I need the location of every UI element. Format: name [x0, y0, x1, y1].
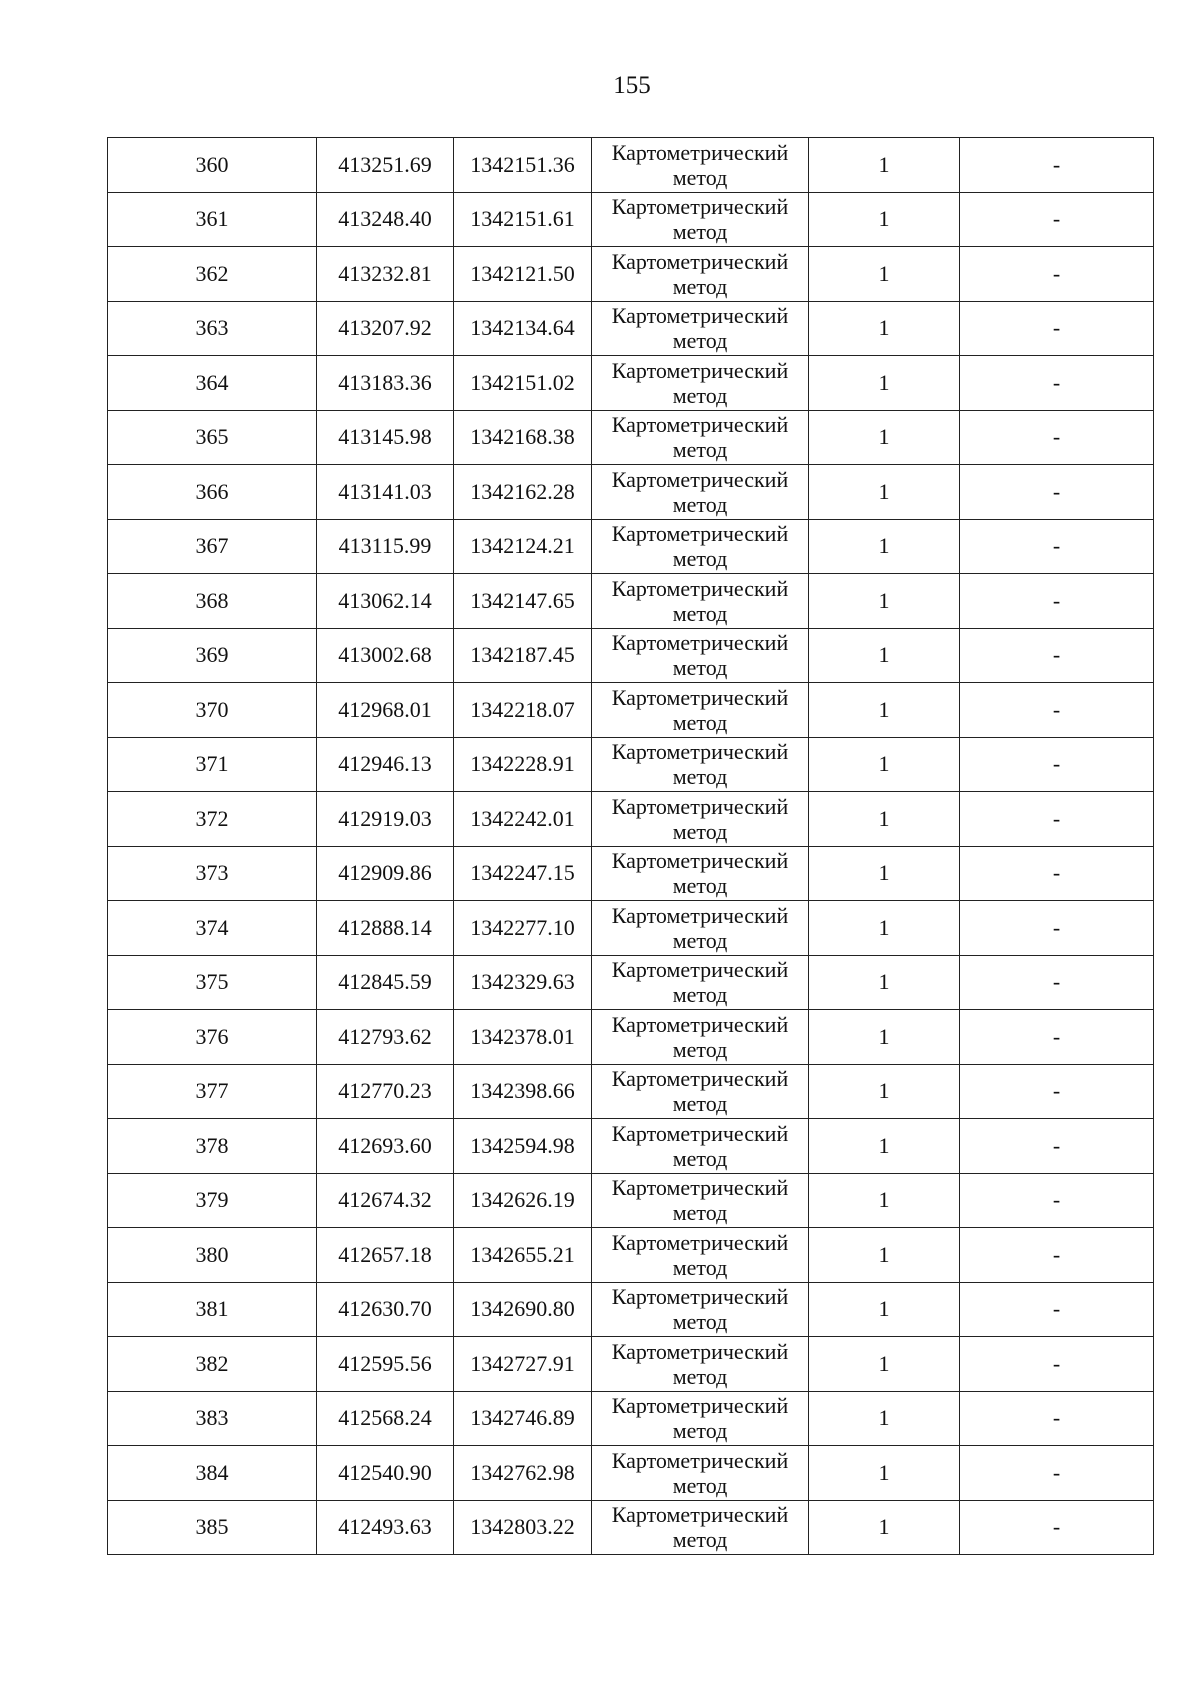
- method-line-1: Картометрический: [611, 957, 789, 983]
- coord-x: 413062.14: [317, 574, 454, 629]
- method-cell: [592, 465, 809, 520]
- coord-x: 412793.62: [317, 1010, 454, 1065]
- coord-y: 1342151.61: [454, 192, 592, 247]
- method-line-2: метод: [672, 600, 728, 626]
- method-line-2: метод: [672, 164, 728, 190]
- coord-y: 1342218.07: [454, 683, 592, 738]
- coord-y: 1342277.10: [454, 901, 592, 956]
- point-number: 384: [108, 1446, 317, 1501]
- accuracy-value: 1: [809, 138, 960, 193]
- method-cell: [592, 574, 809, 629]
- note-value: -: [960, 247, 1154, 302]
- coord-y: 1342329.63: [454, 955, 592, 1010]
- method-line-1: Картометрический: [611, 248, 789, 274]
- method-line-1: Картометрический: [611, 1120, 789, 1146]
- accuracy-value: 1: [809, 1500, 960, 1555]
- point-number: 383: [108, 1391, 317, 1446]
- point-number: 365: [108, 410, 317, 465]
- coord-x: 413115.99: [317, 519, 454, 574]
- method-line-1: Картометрический: [611, 1284, 789, 1310]
- point-number: 377: [108, 1064, 317, 1119]
- method-line-2: метод: [672, 382, 728, 408]
- table-row: [108, 519, 1154, 574]
- method-line-1: Картометрический: [611, 466, 789, 492]
- method-line-1: Картометрический: [611, 630, 789, 656]
- method-cell: [592, 192, 809, 247]
- method-line-2: метод: [672, 873, 728, 899]
- note-value: -: [960, 628, 1154, 683]
- method-line-2: метод: [672, 1036, 728, 1062]
- method-line-2: метод: [672, 437, 728, 463]
- coord-x: 412946.13: [317, 737, 454, 792]
- note-value: -: [960, 1119, 1154, 1174]
- coord-x: 412674.32: [317, 1173, 454, 1228]
- method-line-1: Картометрический: [611, 412, 789, 438]
- coord-x: 413183.36: [317, 356, 454, 411]
- method-line-2: метод: [672, 1254, 728, 1280]
- method-line-2: метод: [672, 1145, 728, 1171]
- accuracy-value: 1: [809, 1119, 960, 1174]
- accuracy-value: 1: [809, 1173, 960, 1228]
- point-number: 367: [108, 519, 317, 574]
- coord-x: 413207.92: [317, 301, 454, 356]
- coord-y: 1342762.98: [454, 1446, 592, 1501]
- method-line-2: метод: [672, 328, 728, 354]
- method-line-1: Картометрический: [611, 303, 789, 329]
- table-row: [108, 1446, 1154, 1501]
- accuracy-value: 1: [809, 683, 960, 738]
- table-row: [108, 410, 1154, 465]
- accuracy-value: 1: [809, 519, 960, 574]
- note-value: -: [960, 737, 1154, 792]
- table-row: [108, 301, 1154, 356]
- coord-y: 1342803.22: [454, 1500, 592, 1555]
- method-line-2: метод: [672, 546, 728, 572]
- point-number: 379: [108, 1173, 317, 1228]
- method-line-2: метод: [672, 764, 728, 790]
- method-line-2: метод: [672, 1472, 728, 1498]
- table-row: [108, 574, 1154, 629]
- note-value: -: [960, 846, 1154, 901]
- table-row: [108, 792, 1154, 847]
- coord-y: 1342594.98: [454, 1119, 592, 1174]
- note-value: -: [960, 1337, 1154, 1392]
- note-value: -: [960, 955, 1154, 1010]
- coord-x: 413232.81: [317, 247, 454, 302]
- table-row: [108, 737, 1154, 792]
- method-line-2: метод: [672, 1527, 728, 1553]
- accuracy-value: 1: [809, 465, 960, 520]
- accuracy-value: 1: [809, 1282, 960, 1337]
- method-line-1: Картометрический: [611, 194, 789, 220]
- method-line-1: Картометрический: [611, 684, 789, 710]
- coord-x: 412909.86: [317, 846, 454, 901]
- coord-x: 412770.23: [317, 1064, 454, 1119]
- note-value: -: [960, 901, 1154, 956]
- accuracy-value: 1: [809, 628, 960, 683]
- coord-y: 1342655.21: [454, 1228, 592, 1283]
- method-line-2: метод: [672, 709, 728, 735]
- coord-x: 412540.90: [317, 1446, 454, 1501]
- coordinates-table-body: [108, 138, 1154, 1555]
- accuracy-value: 1: [809, 955, 960, 1010]
- method-line-2: метод: [672, 219, 728, 245]
- point-number: 374: [108, 901, 317, 956]
- method-line-1: Картометрический: [611, 1447, 789, 1473]
- table-row: [108, 1228, 1154, 1283]
- method-cell: [592, 901, 809, 956]
- method-cell: [592, 301, 809, 356]
- method-line-2: метод: [672, 982, 728, 1008]
- note-value: -: [960, 1228, 1154, 1283]
- accuracy-value: 1: [809, 1064, 960, 1119]
- method-line-1: Картометрический: [611, 1393, 789, 1419]
- note-value: -: [960, 519, 1154, 574]
- coord-x: 412657.18: [317, 1228, 454, 1283]
- coord-y: 1342727.91: [454, 1337, 592, 1392]
- method-line-1: Картометрический: [611, 739, 789, 765]
- table-row: [108, 683, 1154, 738]
- method-line-1: Картометрический: [611, 1229, 789, 1255]
- accuracy-value: 1: [809, 901, 960, 956]
- method-line-2: метод: [672, 1091, 728, 1117]
- point-number: 366: [108, 465, 317, 520]
- method-cell: [592, 1010, 809, 1065]
- point-number: 385: [108, 1500, 317, 1555]
- table-row: [108, 1282, 1154, 1337]
- note-value: -: [960, 792, 1154, 847]
- note-value: -: [960, 138, 1154, 193]
- coord-y: 1342168.38: [454, 410, 592, 465]
- coordinates-table: [107, 137, 1154, 1555]
- point-number: 368: [108, 574, 317, 629]
- point-number: 361: [108, 192, 317, 247]
- point-number: 362: [108, 247, 317, 302]
- point-number: 375: [108, 955, 317, 1010]
- note-value: -: [960, 410, 1154, 465]
- coord-x: 412845.59: [317, 955, 454, 1010]
- accuracy-value: 1: [809, 737, 960, 792]
- accuracy-value: 1: [809, 792, 960, 847]
- method-cell: [592, 628, 809, 683]
- point-number: 363: [108, 301, 317, 356]
- accuracy-value: 1: [809, 1446, 960, 1501]
- table-row: [108, 465, 1154, 520]
- coord-x: 412968.01: [317, 683, 454, 738]
- coord-y: 1342134.64: [454, 301, 592, 356]
- accuracy-value: 1: [809, 301, 960, 356]
- table-row: [108, 192, 1154, 247]
- method-cell: [592, 1228, 809, 1283]
- method-line-1: Картометрический: [611, 1066, 789, 1092]
- method-cell: [592, 737, 809, 792]
- coord-x: 412568.24: [317, 1391, 454, 1446]
- coord-x: 412919.03: [317, 792, 454, 847]
- table-row: [108, 138, 1154, 193]
- coord-y: 1342690.80: [454, 1282, 592, 1337]
- method-cell: [592, 247, 809, 302]
- coord-x: 413002.68: [317, 628, 454, 683]
- coord-y: 1342247.15: [454, 846, 592, 901]
- table-row: [108, 1391, 1154, 1446]
- coord-x: 412493.63: [317, 1500, 454, 1555]
- method-cell: [592, 410, 809, 465]
- page-number: 155: [613, 72, 651, 99]
- accuracy-value: 1: [809, 1391, 960, 1446]
- method-cell: [592, 1446, 809, 1501]
- note-value: -: [960, 192, 1154, 247]
- coord-y: 1342746.89: [454, 1391, 592, 1446]
- method-line-1: Картометрический: [611, 139, 789, 165]
- method-cell: [592, 519, 809, 574]
- coord-y: 1342124.21: [454, 519, 592, 574]
- coord-y: 1342147.65: [454, 574, 592, 629]
- method-cell: [592, 356, 809, 411]
- coord-y: 1342228.91: [454, 737, 592, 792]
- accuracy-value: 1: [809, 574, 960, 629]
- table-row: [108, 901, 1154, 956]
- note-value: -: [960, 574, 1154, 629]
- coord-x: 413145.98: [317, 410, 454, 465]
- coord-x: 413248.40: [317, 192, 454, 247]
- method-cell: [592, 955, 809, 1010]
- note-value: -: [960, 1010, 1154, 1065]
- accuracy-value: 1: [809, 192, 960, 247]
- coord-y: 1342398.66: [454, 1064, 592, 1119]
- table-row: [108, 356, 1154, 411]
- method-line-1: Картометрический: [611, 1011, 789, 1037]
- accuracy-value: 1: [809, 1010, 960, 1065]
- point-number: 370: [108, 683, 317, 738]
- coord-y: 1342121.50: [454, 247, 592, 302]
- method-line-2: метод: [672, 927, 728, 953]
- method-line-1: Картометрический: [611, 1502, 789, 1528]
- coord-y: 1342187.45: [454, 628, 592, 683]
- table-row: [108, 955, 1154, 1010]
- point-number: 369: [108, 628, 317, 683]
- point-number: 364: [108, 356, 317, 411]
- method-cell: [592, 683, 809, 738]
- coord-y: 1342626.19: [454, 1173, 592, 1228]
- method-line-1: Картометрический: [611, 357, 789, 383]
- accuracy-value: 1: [809, 356, 960, 411]
- point-number: 380: [108, 1228, 317, 1283]
- coord-x: 413251.69: [317, 138, 454, 193]
- coord-x: 413141.03: [317, 465, 454, 520]
- point-number: 382: [108, 1337, 317, 1392]
- coord-y: 1342151.02: [454, 356, 592, 411]
- method-line-2: метод: [672, 491, 728, 517]
- coord-y: 1342162.28: [454, 465, 592, 520]
- method-cell: [592, 1173, 809, 1228]
- method-line-1: Картометрический: [611, 902, 789, 928]
- table-row: [108, 1500, 1154, 1555]
- note-value: -: [960, 1173, 1154, 1228]
- table-row: [108, 846, 1154, 901]
- method-cell: [592, 138, 809, 193]
- table-row: [108, 628, 1154, 683]
- method-cell: [592, 1282, 809, 1337]
- coord-x: 412693.60: [317, 1119, 454, 1174]
- table-row: [108, 247, 1154, 302]
- table-row: [108, 1173, 1154, 1228]
- note-value: -: [960, 683, 1154, 738]
- method-line-1: Картометрический: [611, 793, 789, 819]
- point-number: 371: [108, 737, 317, 792]
- method-cell: [592, 1500, 809, 1555]
- note-value: -: [960, 465, 1154, 520]
- note-value: -: [960, 1282, 1154, 1337]
- coord-x: 412595.56: [317, 1337, 454, 1392]
- coord-y: 1342378.01: [454, 1010, 592, 1065]
- method-line-1: Картометрический: [611, 1175, 789, 1201]
- coord-y: 1342151.36: [454, 138, 592, 193]
- note-value: -: [960, 1391, 1154, 1446]
- method-line-2: метод: [672, 1418, 728, 1444]
- method-cell: [592, 1391, 809, 1446]
- accuracy-value: 1: [809, 410, 960, 465]
- coord-x: 412888.14: [317, 901, 454, 956]
- method-line-2: метод: [672, 655, 728, 681]
- method-cell: [592, 1119, 809, 1174]
- note-value: -: [960, 301, 1154, 356]
- method-cell: [592, 792, 809, 847]
- point-number: 373: [108, 846, 317, 901]
- point-number: 360: [108, 138, 317, 193]
- accuracy-value: 1: [809, 1337, 960, 1392]
- method-line-2: метод: [672, 273, 728, 299]
- method-cell: [592, 1064, 809, 1119]
- accuracy-value: 1: [809, 247, 960, 302]
- method-line-2: метод: [672, 1363, 728, 1389]
- point-number: 376: [108, 1010, 317, 1065]
- method-cell: [592, 1337, 809, 1392]
- point-number: 381: [108, 1282, 317, 1337]
- method-line-1: Картометрический: [611, 575, 789, 601]
- point-number: 372: [108, 792, 317, 847]
- note-value: -: [960, 1064, 1154, 1119]
- method-cell: [592, 846, 809, 901]
- note-value: -: [960, 356, 1154, 411]
- method-line-2: метод: [672, 818, 728, 844]
- table-row: [108, 1064, 1154, 1119]
- method-line-2: метод: [672, 1309, 728, 1335]
- accuracy-value: 1: [809, 1228, 960, 1283]
- table-row: [108, 1337, 1154, 1392]
- method-line-1: Картометрический: [611, 848, 789, 874]
- method-line-1: Картометрический: [611, 521, 789, 547]
- accuracy-value: 1: [809, 846, 960, 901]
- note-value: -: [960, 1500, 1154, 1555]
- method-line-1: Картометрический: [611, 1338, 789, 1364]
- coord-y: 1342242.01: [454, 792, 592, 847]
- table-row: [108, 1010, 1154, 1065]
- point-number: 378: [108, 1119, 317, 1174]
- method-line-2: метод: [672, 1200, 728, 1226]
- note-value: -: [960, 1446, 1154, 1501]
- table-row: [108, 1119, 1154, 1174]
- coord-x: 412630.70: [317, 1282, 454, 1337]
